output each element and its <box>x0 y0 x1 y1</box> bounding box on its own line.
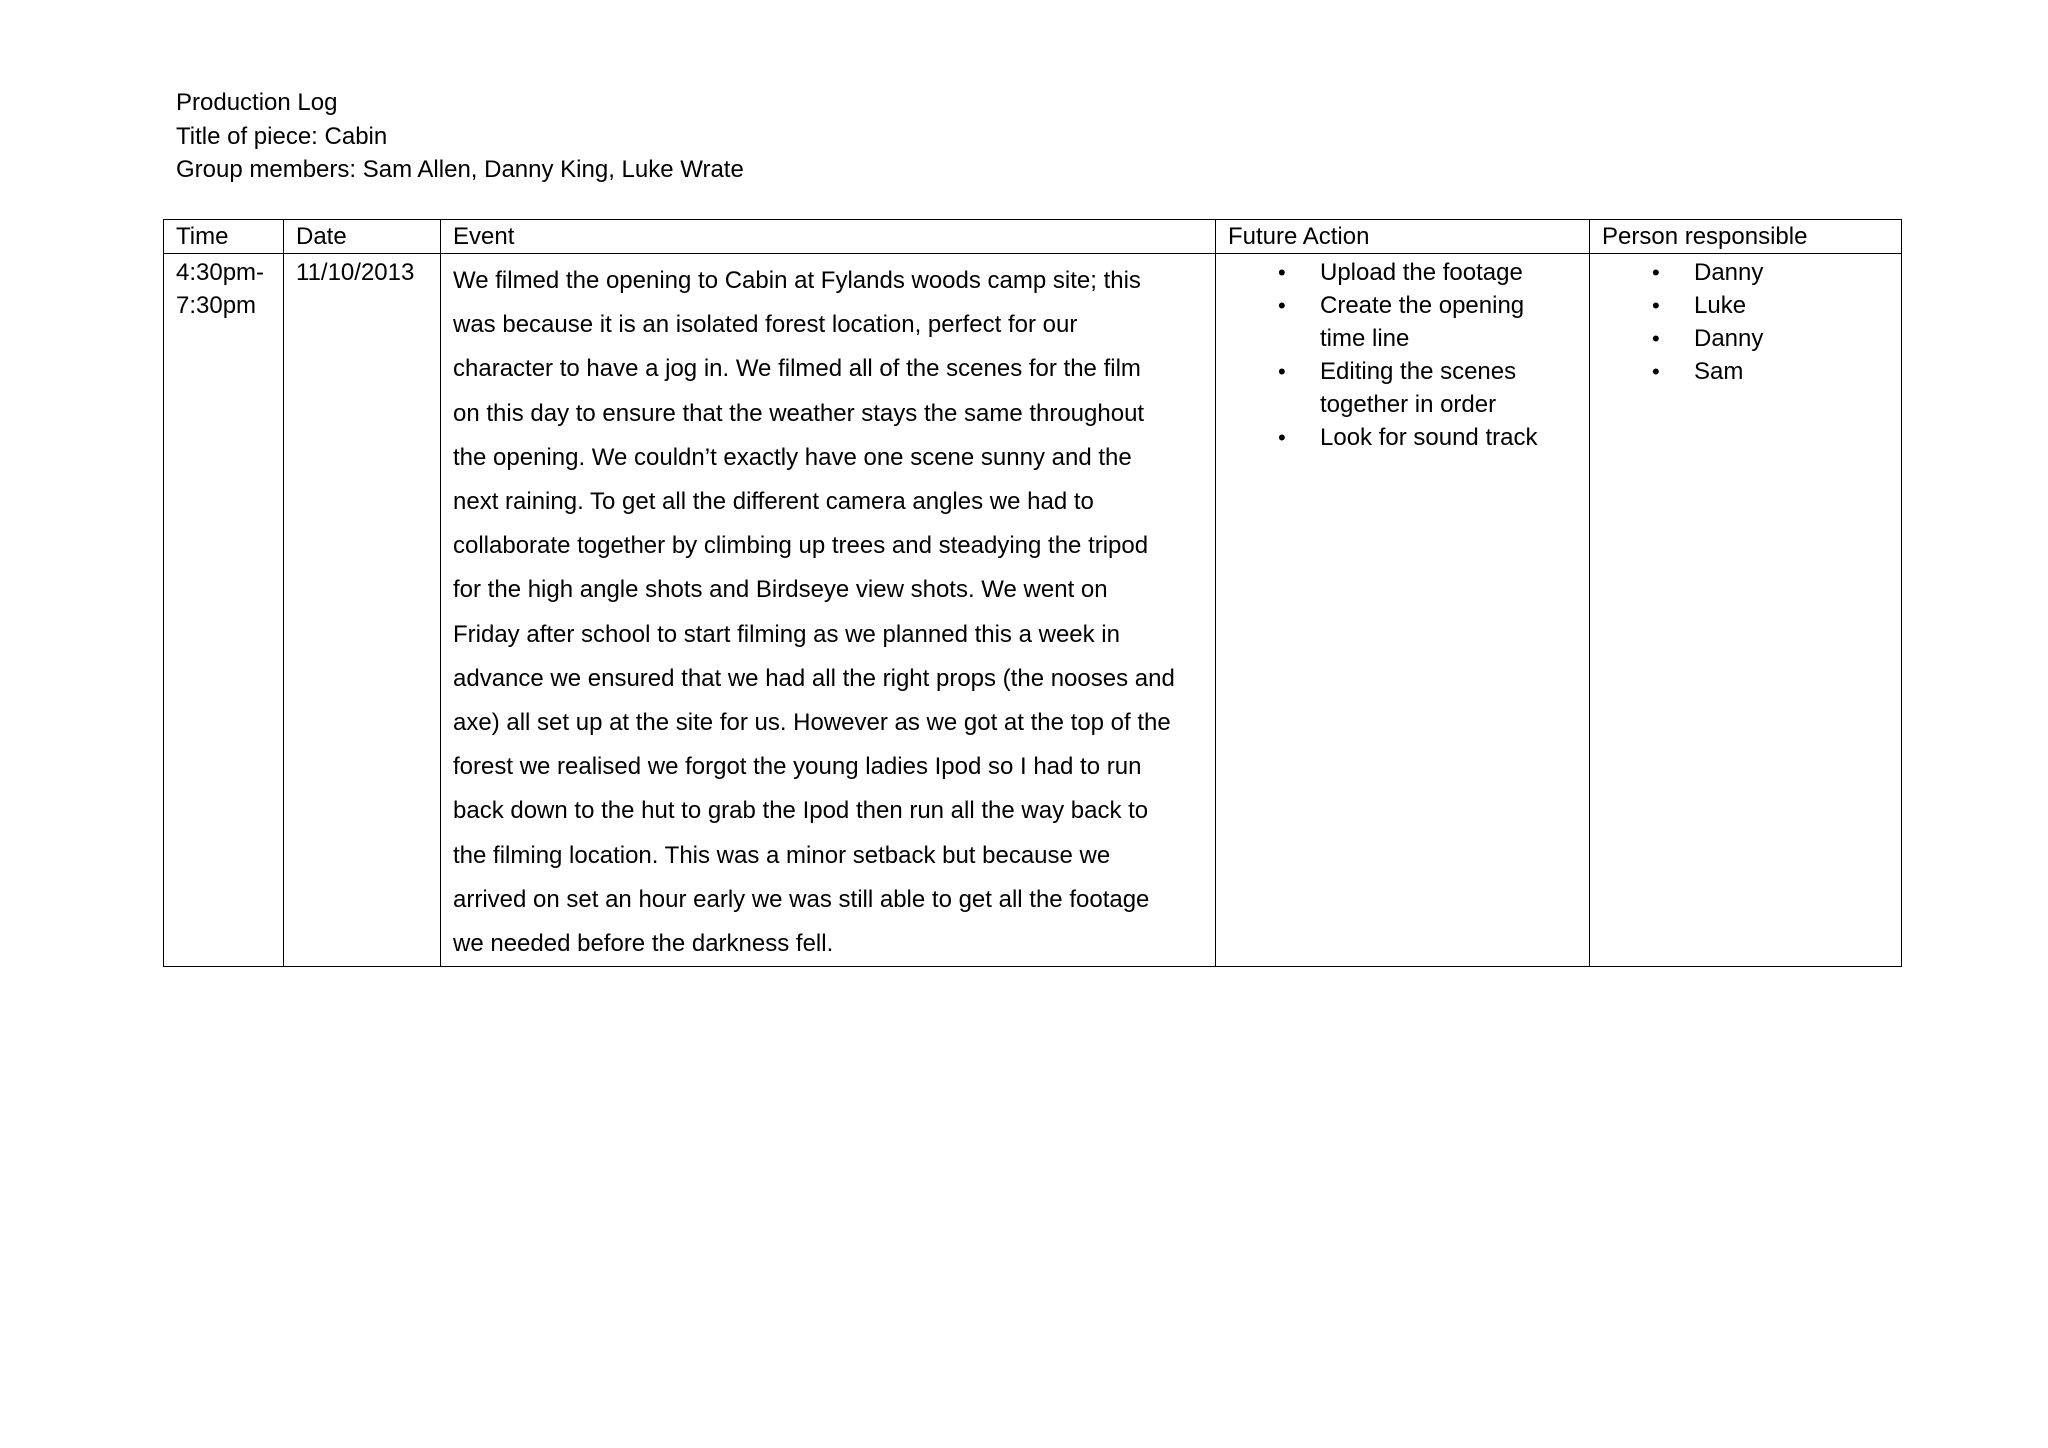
event-line: arrived on set an hour early we was still able to get all the footage <box>453 885 1150 913</box>
bullet-icon: • <box>1652 260 1660 285</box>
piece-title: Title of piece: Cabin <box>176 122 388 150</box>
event-line: the filming location. This was a minor setback but because we <box>453 841 1111 869</box>
event-line: advance we ensured that we had all the right props (the nooses and <box>453 664 1175 692</box>
event-line: character to have a jog in. We filmed all of the scenes for the film <box>453 355 1141 383</box>
bullet-icon: • <box>1278 293 1286 318</box>
person-responsible-cell <box>1590 254 1902 967</box>
action-text: together in order <box>1320 391 1497 418</box>
list-item <box>1228 421 1577 454</box>
column-header-person-responsible: Person responsible <box>1590 220 1902 254</box>
event-line: Friday after school to start filming as we planned this a week in <box>453 620 1120 648</box>
table-row <box>164 254 1902 967</box>
time-end: 7:30pm <box>176 292 257 319</box>
action-text: Look for sound track <box>1320 424 1538 451</box>
action-text: Upload the footage <box>1320 259 1523 286</box>
date-value: 11/10/2013 <box>296 259 415 286</box>
list-item <box>1228 355 1577 421</box>
action-text: Create the opening <box>1320 292 1525 319</box>
list-item <box>1602 322 1889 355</box>
list-item <box>1602 256 1889 289</box>
event-line: the opening. We couldn’t exactly have one scene sunny and the <box>453 443 1132 471</box>
bullet-icon: • <box>1278 425 1286 450</box>
event-line: next raining. To get all the different camera angles we had to <box>453 488 1094 516</box>
date-cell <box>284 254 441 967</box>
person-name: Danny <box>1694 325 1764 352</box>
event-line: we needed before the darkness fell. <box>453 930 834 958</box>
bullet-icon: • <box>1278 359 1286 384</box>
event-line: forest we realised we forgot the young ladies Ipod so I had to run <box>453 753 1142 781</box>
person-list <box>1602 256 1889 388</box>
list-item <box>1602 289 1889 322</box>
event-line: for the high angle shots and Birdseye view shots. We went on <box>453 576 1108 604</box>
action-text: time line <box>1320 325 1410 352</box>
bullet-icon: • <box>1652 359 1660 384</box>
event-cell <box>441 254 1216 967</box>
production-log-table <box>163 219 1902 967</box>
action-text: Editing the scenes <box>1320 358 1517 385</box>
list-item <box>1228 289 1577 355</box>
time-start: 4:30pm- <box>176 259 265 286</box>
table-header-row <box>164 220 1902 254</box>
event-line: on this day to ensure that the weather stays the same throughout <box>453 399 1145 427</box>
future-action-cell <box>1216 254 1590 967</box>
column-header-date: Date <box>284 220 441 254</box>
event-line: We filmed the opening to Cabin at Fylands woods camp site; this <box>453 267 1141 294</box>
list-item <box>1228 256 1577 289</box>
column-header-event: Event <box>441 220 1216 254</box>
event-line: collaborate together by climbing up trees and steadying the tripod <box>453 532 1149 560</box>
event-line: axe) all set up at the site for us. However as we got at the top of the <box>453 709 1171 737</box>
bullet-icon: • <box>1652 326 1660 351</box>
document-title: Production Log <box>176 89 338 116</box>
bullet-icon: • <box>1652 293 1660 318</box>
person-name: Danny <box>1694 259 1764 286</box>
person-name: Sam <box>1694 358 1744 385</box>
list-item <box>1602 355 1889 388</box>
event-line: back down to the hut to grab the Ipod then run all the way back to <box>453 797 1149 825</box>
group-members: Group members: Sam Allen, Danny King, Luke Wrate <box>176 156 744 183</box>
column-header-time: Time <box>164 220 284 254</box>
column-header-future-action: Future Action <box>1216 220 1590 254</box>
time-cell <box>164 254 284 967</box>
future-action-list <box>1228 256 1577 454</box>
event-line: was because it is an isolated forest location, perfect for our <box>453 311 1078 339</box>
person-name: Luke <box>1694 292 1747 319</box>
document-header <box>176 86 744 187</box>
bullet-icon: • <box>1278 260 1286 285</box>
